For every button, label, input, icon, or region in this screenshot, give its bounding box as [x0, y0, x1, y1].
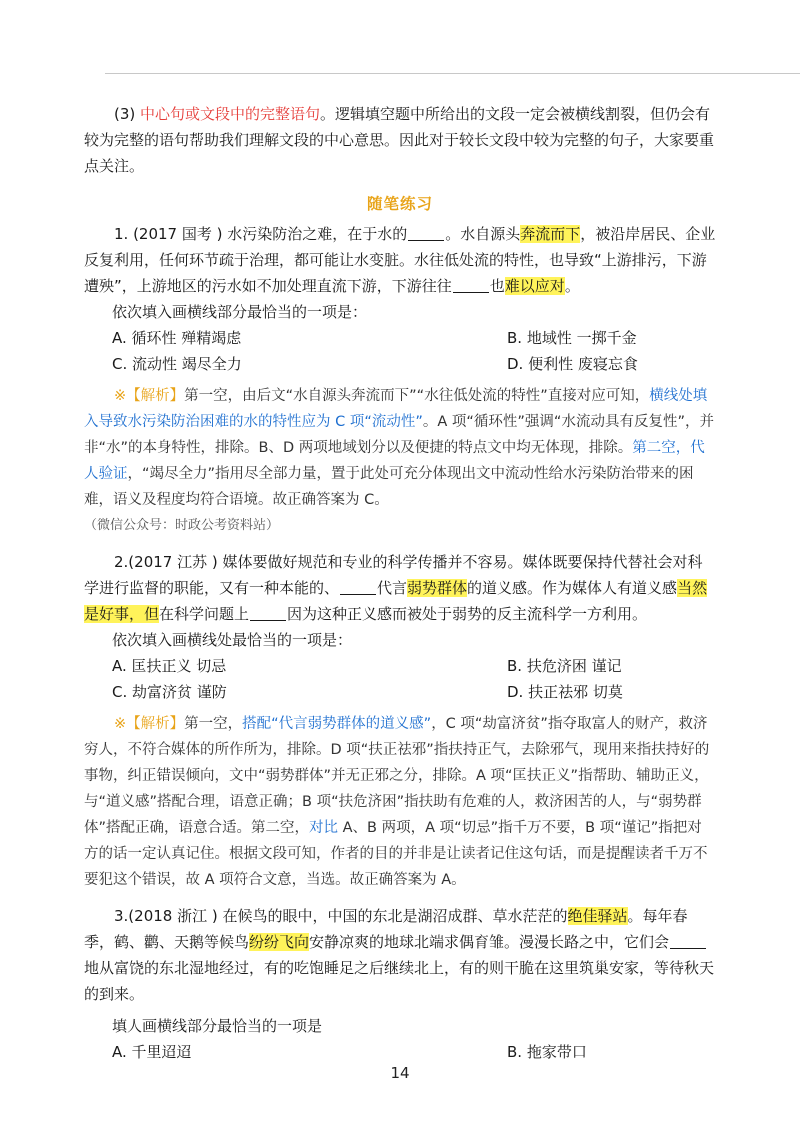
blank: [408, 225, 444, 241]
highlight: 难以应对: [504, 277, 565, 295]
question-3-stem: [84, 903, 716, 1007]
analysis-text: ，“竭尽全力”指用尽全部力量，置于此处可充分体现出文中流动性给水污染防治带来的困难，语义及程度均符合语境。故正确答案为 C。: [84, 466, 694, 508]
q3-text: 安静凉爽的地球北端求偶育雏。漫漫长路之中，它们会: [309, 933, 670, 951]
highlight: 弱势群体: [407, 579, 468, 597]
analysis-text: ，C 项“劫富济贫”指夺取富人的财产，救济穷人，不符合媒体的所作所为，排除。D 项“扶正祛邪”指扶持正气，去除邪气，现用来指扶持好的事物，纠正错误倾向，文中“弱势群体”并无正邪之分，排除。A 项“匡扶正义”指帮助、辅助正义，与“道义感”搭配合理，语意正确；B 项“扶危济困”指扶助有危难的人，救济困苦的人，与“弱势群体”搭配正确，语意合适。第二空，: [84, 716, 710, 836]
analysis-text: 第一空，: [184, 716, 243, 732]
blank: [453, 277, 489, 293]
q2-text: 因为这种正义感而被处于弱势的反主流科学一方利用。: [287, 605, 648, 623]
q2-text: 代言: [377, 579, 408, 597]
highlight: 当然是好事，但: [84, 579, 708, 623]
question-2-options: [84, 653, 716, 705]
analysis-label: ※【解析】: [114, 388, 185, 404]
q1-text: 。: [564, 277, 580, 295]
analysis-text: 第一空，由后文“水自源头奔流而下”“水往低处流的特性”直接对应可知，: [184, 388, 650, 404]
q1-text: 也: [489, 277, 505, 295]
question-1-options: [84, 325, 716, 377]
section-title: 随笔练习: [366, 195, 433, 213]
q1-text: ，被沿岸居民、企业反复利用，任何环节疏于治理，都可能让水变脏。水往低处流的特性，也导致“上游排污，下游遭殃”，上游地区的污水如不加处理直流下游，下游往往: [84, 225, 716, 295]
option-b: B. 地域性 一掷千金: [507, 329, 637, 347]
intro-text: 。逻辑填空题中所给出的文段一定会被横线割裂，但仍会有较为完整的语句帮助我们理解文段的中心意思。因此对于较长文段中较为完整的句子，大家要重点关注。: [84, 105, 715, 175]
intro-number: (3): [114, 105, 141, 123]
question-2-analysis: [84, 711, 716, 893]
option-c: C. 劫富济贫 谨防: [112, 683, 227, 701]
blank: [670, 933, 706, 949]
option-b: B. 拖家带口: [507, 1043, 587, 1061]
q3-text: 。每年春季，鹤、鹳、天鹅等候鸟: [84, 907, 688, 951]
question-3-instruction: 填人画横线部分最恰当的一项是: [112, 1017, 323, 1035]
question-2-stem: [84, 549, 716, 627]
q1-text: 1. (2017 国考 ) 水污染防治之难，在于水的: [114, 225, 408, 243]
blank: [250, 605, 286, 621]
q3-text: 地从富饶的东北湿地经过，有的吃饱睡足之后继续北上，有的则干脆在这里筑巢安家，等待秋天的到来。: [84, 959, 715, 1003]
analysis-emphasis: 第二空，代人验证: [84, 440, 705, 482]
question-1-analysis: [84, 383, 716, 513]
analysis-emphasis: 对比: [309, 820, 339, 836]
analysis-text: 。A 项“循环性”强调“水流动具有反复性”，并非“水”的本身特性，排除。B、D 两项地域划分以及便捷的特点文中均无体现，排除。: [84, 414, 714, 456]
highlight: 奔流而下: [520, 225, 581, 243]
option-a: A. 循环性 殚精竭虑: [112, 329, 242, 347]
intro-paragraph: [84, 101, 716, 179]
highlight: 绝佳驿站: [567, 907, 628, 925]
option-d: D. 便利性 废寝忘食: [507, 355, 638, 373]
watermark-text: （微信公众号：时政公考资料站）: [84, 518, 280, 533]
q3-text: 3.(2018 浙江 ) 在候鸟的眼中，中国的东北是湖沼成群、草水茫茫的: [114, 907, 568, 925]
option-a: A. 千里迢迢: [112, 1043, 192, 1061]
question-3-options: [84, 1039, 716, 1065]
option-c: C. 流动性 竭尽全力: [112, 355, 242, 373]
question-2-instruction: 依次填入画横线处最恰当的一项是：: [112, 631, 353, 649]
q2-text: 在科学问题上: [159, 605, 250, 623]
highlight: 纷纷飞向: [249, 933, 310, 951]
page-number: 14: [390, 1064, 410, 1082]
intro-key-phrase: 中心句或文段中的完整语句: [140, 105, 321, 123]
q2-text: 的道义感。作为媒体人有道义感: [467, 579, 678, 597]
question-1-instruction: 依次填入画横线部分最恰当的一项是：: [112, 303, 368, 321]
question-1-stem: [84, 221, 716, 299]
analysis-text: A、B 两项，A 项“切忌”指千万不要，B 项“谨记”指把对方的话一定认真记住。根据文段可知，作者的目的并非是让读者记住这句话，而是提醒读者千万不要犯这个错误，故 A 项符合文意，当选。故正确答案为 A。: [84, 820, 708, 888]
option-b: B. 扶危济困 谨记: [507, 657, 622, 675]
option-a: A. 匡扶正义 切忌: [112, 657, 227, 675]
page-content: [84, 101, 716, 1065]
analysis-label: ※【解析】: [114, 716, 185, 732]
analysis-emphasis: 搭配“代言弱势群体的道义感”: [242, 716, 432, 732]
header-rule: [105, 73, 800, 74]
q2-text: 2.(2017 江苏 ) 媒体要做好规范和专业的科学传播并不容易。媒体既要保持代替社会对科学进行监督的职能，又有一种本能的、: [84, 553, 703, 597]
option-d: D. 扶正祛邪 切莫: [507, 683, 623, 701]
q1-text: 。水自源头: [445, 225, 521, 243]
blank: [340, 579, 376, 595]
analysis-emphasis: 横线处填入导致水污染防治困难的水的特性应为 C 项“流动性”: [84, 388, 708, 430]
